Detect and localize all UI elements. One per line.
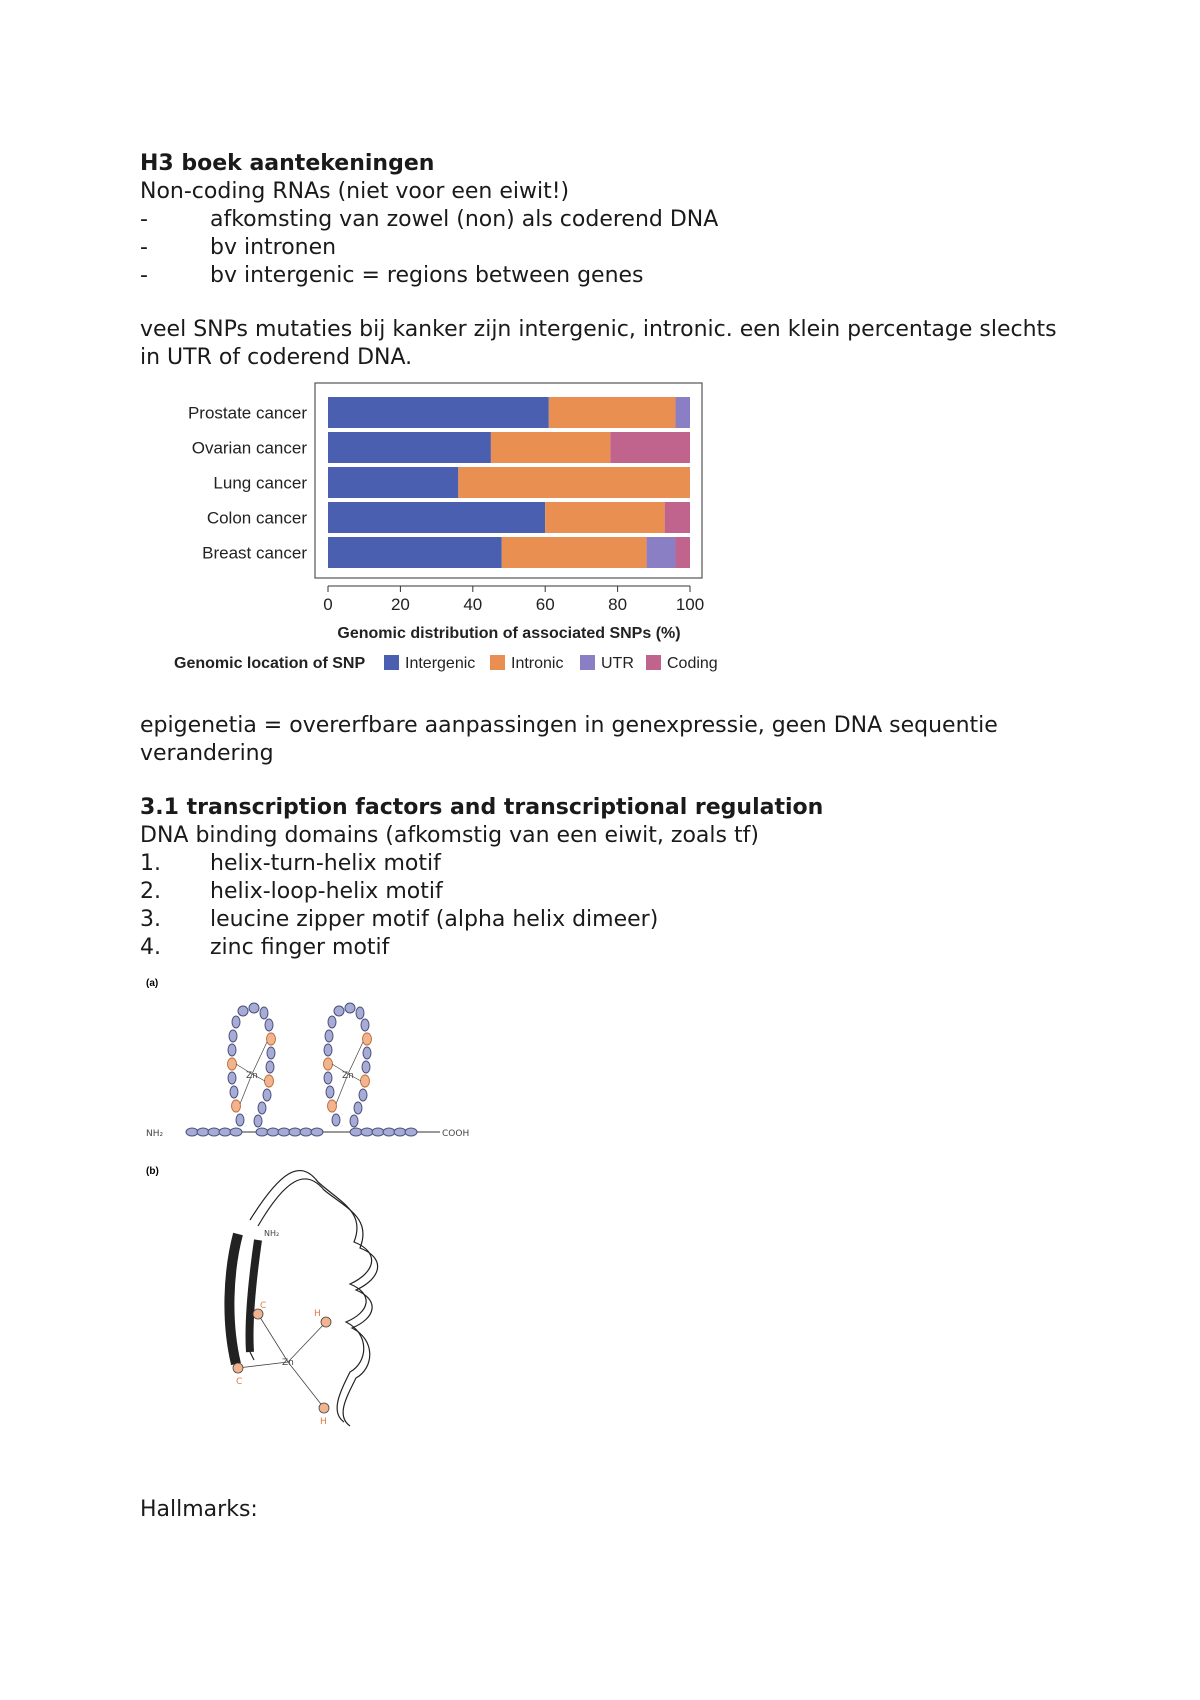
bar-segment-intergenic xyxy=(328,467,458,498)
list-item-text: leucine zipper motif (alpha helix dimeer) xyxy=(210,907,659,932)
list-item-text: helix-loop-helix motif xyxy=(210,879,443,904)
legend-entry: UTR xyxy=(601,655,634,672)
epigenetics-paragraph: epigenetia = overerfbare aanpassingen in genexpressie, geen DNA sequentie verandering xyxy=(140,713,998,766)
zinc-finger-diagram xyxy=(140,972,500,1442)
zn-label: Zn xyxy=(246,1071,258,1081)
number-marker: 1. xyxy=(140,851,161,876)
legend-swatch xyxy=(384,655,399,670)
bar-segment-coding xyxy=(665,502,690,533)
bar-segment-coding xyxy=(610,432,690,463)
list-item-text: helix-turn-helix motif xyxy=(210,851,441,876)
nh2-label: NH₂ xyxy=(146,1129,164,1139)
histidine-label: H xyxy=(320,1417,327,1427)
list-item xyxy=(140,262,1060,290)
list-item xyxy=(140,878,1060,906)
list-item xyxy=(140,934,1060,962)
bullet-list xyxy=(140,206,1060,290)
category-label: Breast cancer xyxy=(202,543,307,563)
list-item-text: bv intronen xyxy=(210,235,337,260)
bar-segment-intergenic xyxy=(328,432,491,463)
snp-chart-svg xyxy=(140,378,780,708)
list-item xyxy=(140,234,1060,262)
bar-segment-intronic xyxy=(458,467,690,498)
zn-label: Zn xyxy=(342,1071,354,1081)
bar-segment-intronic xyxy=(549,397,676,428)
bar-segment-coding xyxy=(676,537,690,568)
intro-line: Non-coding RNAs (niet voor een eiwit!) xyxy=(140,179,570,204)
x-tick-label: 100 xyxy=(675,595,705,614)
number-marker: 2. xyxy=(140,879,161,904)
x-axis-label: Genomic distribution of associated SNPs (%) xyxy=(337,625,681,642)
page-title: H3 boek aantekeningen xyxy=(140,151,435,176)
zinc-finger-chain xyxy=(186,1003,440,1136)
legend-swatch xyxy=(580,655,595,670)
number-marker: 4. xyxy=(140,935,161,960)
bullet-marker: - xyxy=(140,235,148,260)
snp-chart xyxy=(140,378,780,708)
hallmarks-heading: Hallmarks: xyxy=(140,1497,258,1522)
panel-a-label: (a) xyxy=(146,978,159,989)
cysteine-label: C xyxy=(236,1377,243,1387)
list-item xyxy=(140,206,1060,234)
legend-entry: Intergenic xyxy=(405,655,476,672)
number-marker: 3. xyxy=(140,907,161,932)
document-page xyxy=(140,150,1060,1524)
legend-title: Genomic location of SNP xyxy=(174,655,366,672)
bar-segment-utr xyxy=(676,397,690,428)
x-tick-label: 60 xyxy=(535,595,555,614)
zn-label: Zn xyxy=(282,1358,294,1368)
zinc-finger-ribbon xyxy=(229,1171,377,1426)
bar-segment-intergenic xyxy=(328,397,549,428)
x-tick-label: 80 xyxy=(608,595,628,614)
list-item-text: afkomsting van zowel (non) als coderend DNA xyxy=(210,207,719,232)
bar-segment-intronic xyxy=(491,432,610,463)
numbered-list xyxy=(140,850,1060,962)
zinc-finger-figure xyxy=(140,972,490,1446)
cooh-label: COOH xyxy=(442,1129,470,1139)
cysteine-label: C xyxy=(260,1301,267,1311)
bar-segment-intronic xyxy=(502,537,647,568)
category-label: Ovarian cancer xyxy=(191,438,307,458)
histidine-label: H xyxy=(314,1309,321,1319)
dbd-intro: DNA binding domains (afkomstig van een eiwit, zoals tf) xyxy=(140,823,759,848)
list-item-text: bv intergenic = regions between genes xyxy=(210,263,644,288)
category-label: Colon cancer xyxy=(206,508,307,528)
bullet-marker: - xyxy=(140,207,148,232)
bullet-marker: - xyxy=(140,263,148,288)
legend-entry: Intronic xyxy=(511,655,564,672)
list-item xyxy=(140,850,1060,878)
bar-segment-intergenic xyxy=(328,537,502,568)
category-label: Lung cancer xyxy=(213,473,307,493)
x-tick-label: 40 xyxy=(463,595,483,614)
bar-segment-intronic xyxy=(545,502,664,533)
category-label: Prostate cancer xyxy=(187,403,307,423)
bar-segment-utr xyxy=(647,537,676,568)
list-item xyxy=(140,906,1060,934)
nh2-label: NH₂ xyxy=(264,1229,280,1238)
list-item-text: zinc finger motif xyxy=(210,935,390,960)
x-tick-label: 20 xyxy=(390,595,410,614)
section-title: 3.1 transcription factors and transcriptional regulation xyxy=(140,795,824,820)
legend-swatch xyxy=(490,655,505,670)
x-tick-label: 0 xyxy=(323,595,333,614)
legend-entry: Coding xyxy=(667,655,718,672)
bar-segment-intergenic xyxy=(328,502,545,533)
legend-swatch xyxy=(646,655,661,670)
panel-b-label: (b) xyxy=(146,1166,159,1177)
snp-paragraph: veel SNPs mutaties bij kanker zijn intergenic, intronic. een klein percentage slechts in UTR of coderend DNA. xyxy=(140,317,1057,370)
